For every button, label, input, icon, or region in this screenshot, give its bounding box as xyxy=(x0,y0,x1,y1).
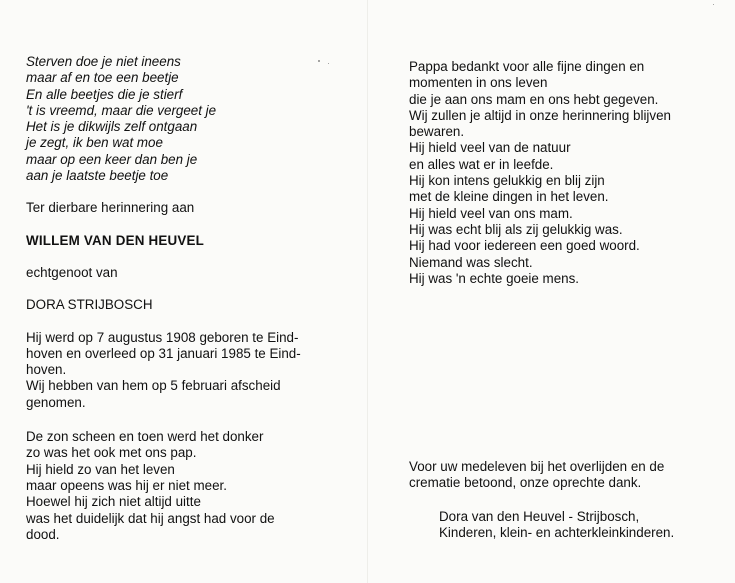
verse-line: was het duidelijk dat hij angst had voor de xyxy=(26,510,275,526)
opening-poem xyxy=(26,54,326,184)
paper-speck xyxy=(713,4,714,5)
spouse-label: echtgenoot van xyxy=(26,264,118,280)
deceased-name: WILLEM VAN DEN HEUVEL xyxy=(26,232,205,248)
life-details xyxy=(26,330,326,411)
thanks-line: Voor uw medeleven bij het overlijden en de xyxy=(409,459,665,474)
poem-line: maar op een keer dan ben je xyxy=(26,151,198,167)
spouse-name: DORA STRIJBOSCH xyxy=(26,297,153,313)
paper-speck xyxy=(318,60,320,62)
card-fold-line xyxy=(367,0,368,583)
verse-line: Hoewel hij zich niet altijd uitte xyxy=(26,494,201,510)
tribute-line: Hij had voor iedereen een goed woord. xyxy=(409,238,640,254)
thanks-line: crematie betoond, onze oprechte dank. xyxy=(409,475,642,491)
verse-line: Hij hield zo van het leven xyxy=(26,461,175,477)
poem-line: En alle beetjes die je stierf xyxy=(26,86,183,102)
verse-line: De zon scheen en toen werd het donker xyxy=(26,429,264,445)
life-line: Wij hebben van hem op 5 februari afscheid xyxy=(26,378,281,394)
paper-speck xyxy=(328,63,329,64)
life-line: hoven. xyxy=(26,362,67,378)
family-signature xyxy=(439,509,674,542)
tribute-line: die je aan ons mam en ons hebt gegeven. xyxy=(409,91,659,107)
poem-line: Sterven doe je niet ineens xyxy=(26,54,181,69)
tribute-line: momenten in ons leven xyxy=(409,75,548,91)
tribute-line: en alles wat er in leefde. xyxy=(409,156,554,172)
signature-line: Kinderen, klein- en achterkleinkinderen. xyxy=(439,525,675,541)
thanks-note xyxy=(409,459,664,492)
life-line: hoven en overleed op 31 januari 1985 te Eind- xyxy=(26,345,301,361)
poem-line: je zegt, ik ben wat moe xyxy=(26,135,163,151)
poem-line: Het is je dikwijls zelf ontgaan xyxy=(26,119,198,135)
right-panel xyxy=(409,59,709,287)
poem-line: aan je laatste beetje toe xyxy=(26,168,169,184)
poem-line: 't is vreemd, maar die vergeet je xyxy=(26,102,217,118)
memory-label: Ter dierbare herinnering aan xyxy=(26,200,195,216)
tribute-line: Hij kon intens gelukkig en blij zijn xyxy=(409,173,605,189)
tribute-line: Wij zullen je altijd in onze herinnering blijven xyxy=(409,107,672,123)
left-panel xyxy=(26,54,326,543)
tribute-line: Hij hield veel van ons mam. xyxy=(409,205,573,221)
tribute-line: met de kleine dingen in het leven. xyxy=(409,189,609,205)
verse-line: maar opeens was hij er niet meer. xyxy=(26,477,227,493)
tribute-line: Pappa bedankt voor alle fijne dingen en xyxy=(409,59,645,74)
tribute-line: Niemand was slecht. xyxy=(409,254,533,270)
closing-verse xyxy=(26,429,326,543)
signature-line: Dora van den Heuvel - Strijbosch, xyxy=(439,509,640,524)
verse-line: zo was het ook met ons pap. xyxy=(26,445,197,461)
verse-line: dood. xyxy=(26,526,60,542)
life-line: Hij werd op 7 augustus 1908 geboren te Eind- xyxy=(26,329,299,345)
poem-line: maar af en toe een beetje xyxy=(26,70,179,86)
tribute-line: bewaren. xyxy=(409,124,465,140)
tribute-line: Hij was 'n echte goeie mens. xyxy=(409,270,580,286)
tribute-line: Hij hield veel van de natuur xyxy=(409,140,571,156)
life-line: genomen. xyxy=(26,394,86,410)
tribute-line: Hij was echt blij als zij gelukkig was. xyxy=(409,221,623,237)
